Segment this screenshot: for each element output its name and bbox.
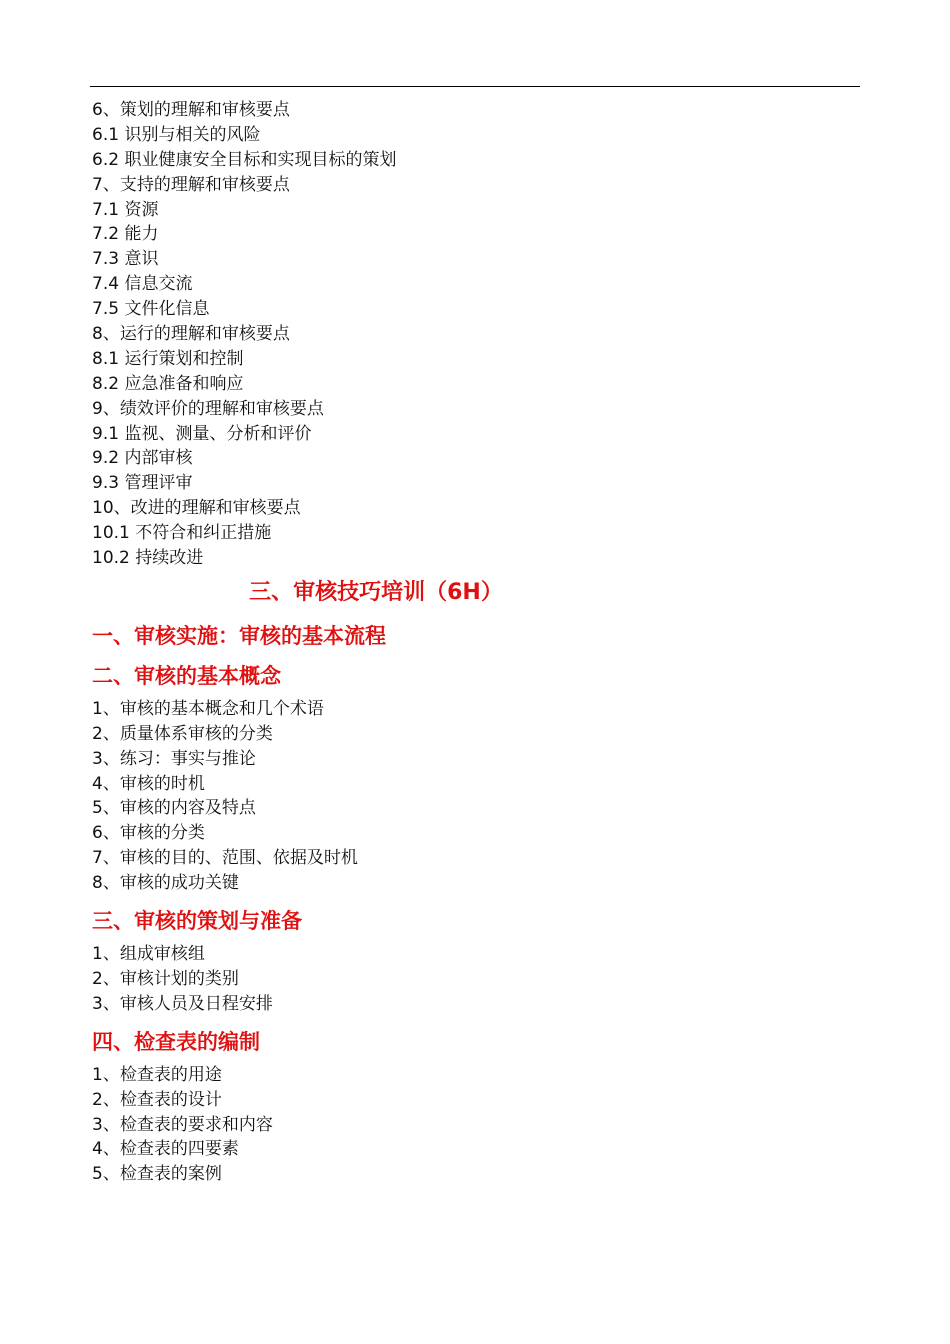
list-item: 7.3 意识	[92, 249, 159, 270]
section-list	[92, 1063, 860, 1187]
section-list	[92, 942, 860, 1017]
list-item: 6、策划的理解和审核要点	[92, 100, 290, 120]
section-heading: 四、检查表的编制	[92, 1029, 260, 1054]
list-item: 3、练习：事实与推论	[92, 748, 256, 769]
list-item: 8.2 应急准备和响应	[92, 373, 244, 394]
list-item: 9.2 内部审核	[92, 448, 193, 469]
list-item: 7.4 信息交流	[92, 274, 193, 295]
list-item: 8.1 运行策划和控制	[92, 348, 244, 369]
list-item: 3、审核人员及日程安排	[92, 993, 273, 1014]
outline-list	[92, 98, 860, 571]
section-list	[92, 697, 860, 896]
list-item: 6.2 职业健康安全目标和实现目标的策划	[92, 149, 397, 170]
list-item: 6.1 识别与相关的风险	[92, 124, 261, 145]
list-item: 4、检查表的四要素	[92, 1139, 239, 1160]
list-item: 7.1 资源	[92, 199, 159, 220]
list-item: 2、审核计划的类别	[92, 968, 239, 989]
list-item: 7、审核的目的、范围、依据及时机	[92, 848, 358, 869]
part-title: 三、审核技巧培训（6H）	[249, 579, 503, 605]
list-item: 10.2 持续改进	[92, 548, 204, 569]
list-item: 1、组成审核组	[92, 944, 205, 965]
list-item: 8、运行的理解和审核要点	[92, 324, 290, 345]
list-item: 7.5 文件化信息	[92, 299, 210, 320]
list-item: 3、检查表的要求和内容	[92, 1114, 273, 1135]
list-item: 1、审核的基本概念和几个术语	[92, 698, 324, 719]
list-item: 5、审核的内容及特点	[92, 798, 256, 819]
header-rule	[90, 86, 860, 87]
list-item: 4、审核的时机	[92, 773, 205, 794]
list-item: 9、绩效评价的理解和审核要点	[92, 398, 324, 419]
list-item: 9.1 监视、测量、分析和评价	[92, 423, 312, 444]
list-item: 1、检查表的用途	[92, 1064, 222, 1085]
list-item: 7、支持的理解和审核要点	[92, 174, 290, 195]
list-item: 7.2 能力	[92, 224, 159, 245]
section-heading: 三、审核的策划与准备	[92, 909, 302, 934]
list-item: 2、检查表的设计	[92, 1089, 222, 1110]
list-item: 6、审核的分类	[92, 823, 205, 844]
list-item: 10、改进的理解和审核要点	[92, 498, 301, 519]
section-heading: 二、审核的基本概念	[92, 663, 281, 688]
document-body	[92, 98, 860, 1187]
section-heading: 一、审核实施：审核的基本流程	[92, 623, 386, 648]
list-item: 10.1 不符合和纠正措施	[92, 523, 272, 544]
list-item: 5、检查表的案例	[92, 1164, 222, 1185]
list-item: 9.3 管理评审	[92, 473, 193, 494]
list-item: 8、审核的成功关键	[92, 873, 239, 894]
list-item: 2、质量体系审核的分类	[92, 723, 273, 744]
